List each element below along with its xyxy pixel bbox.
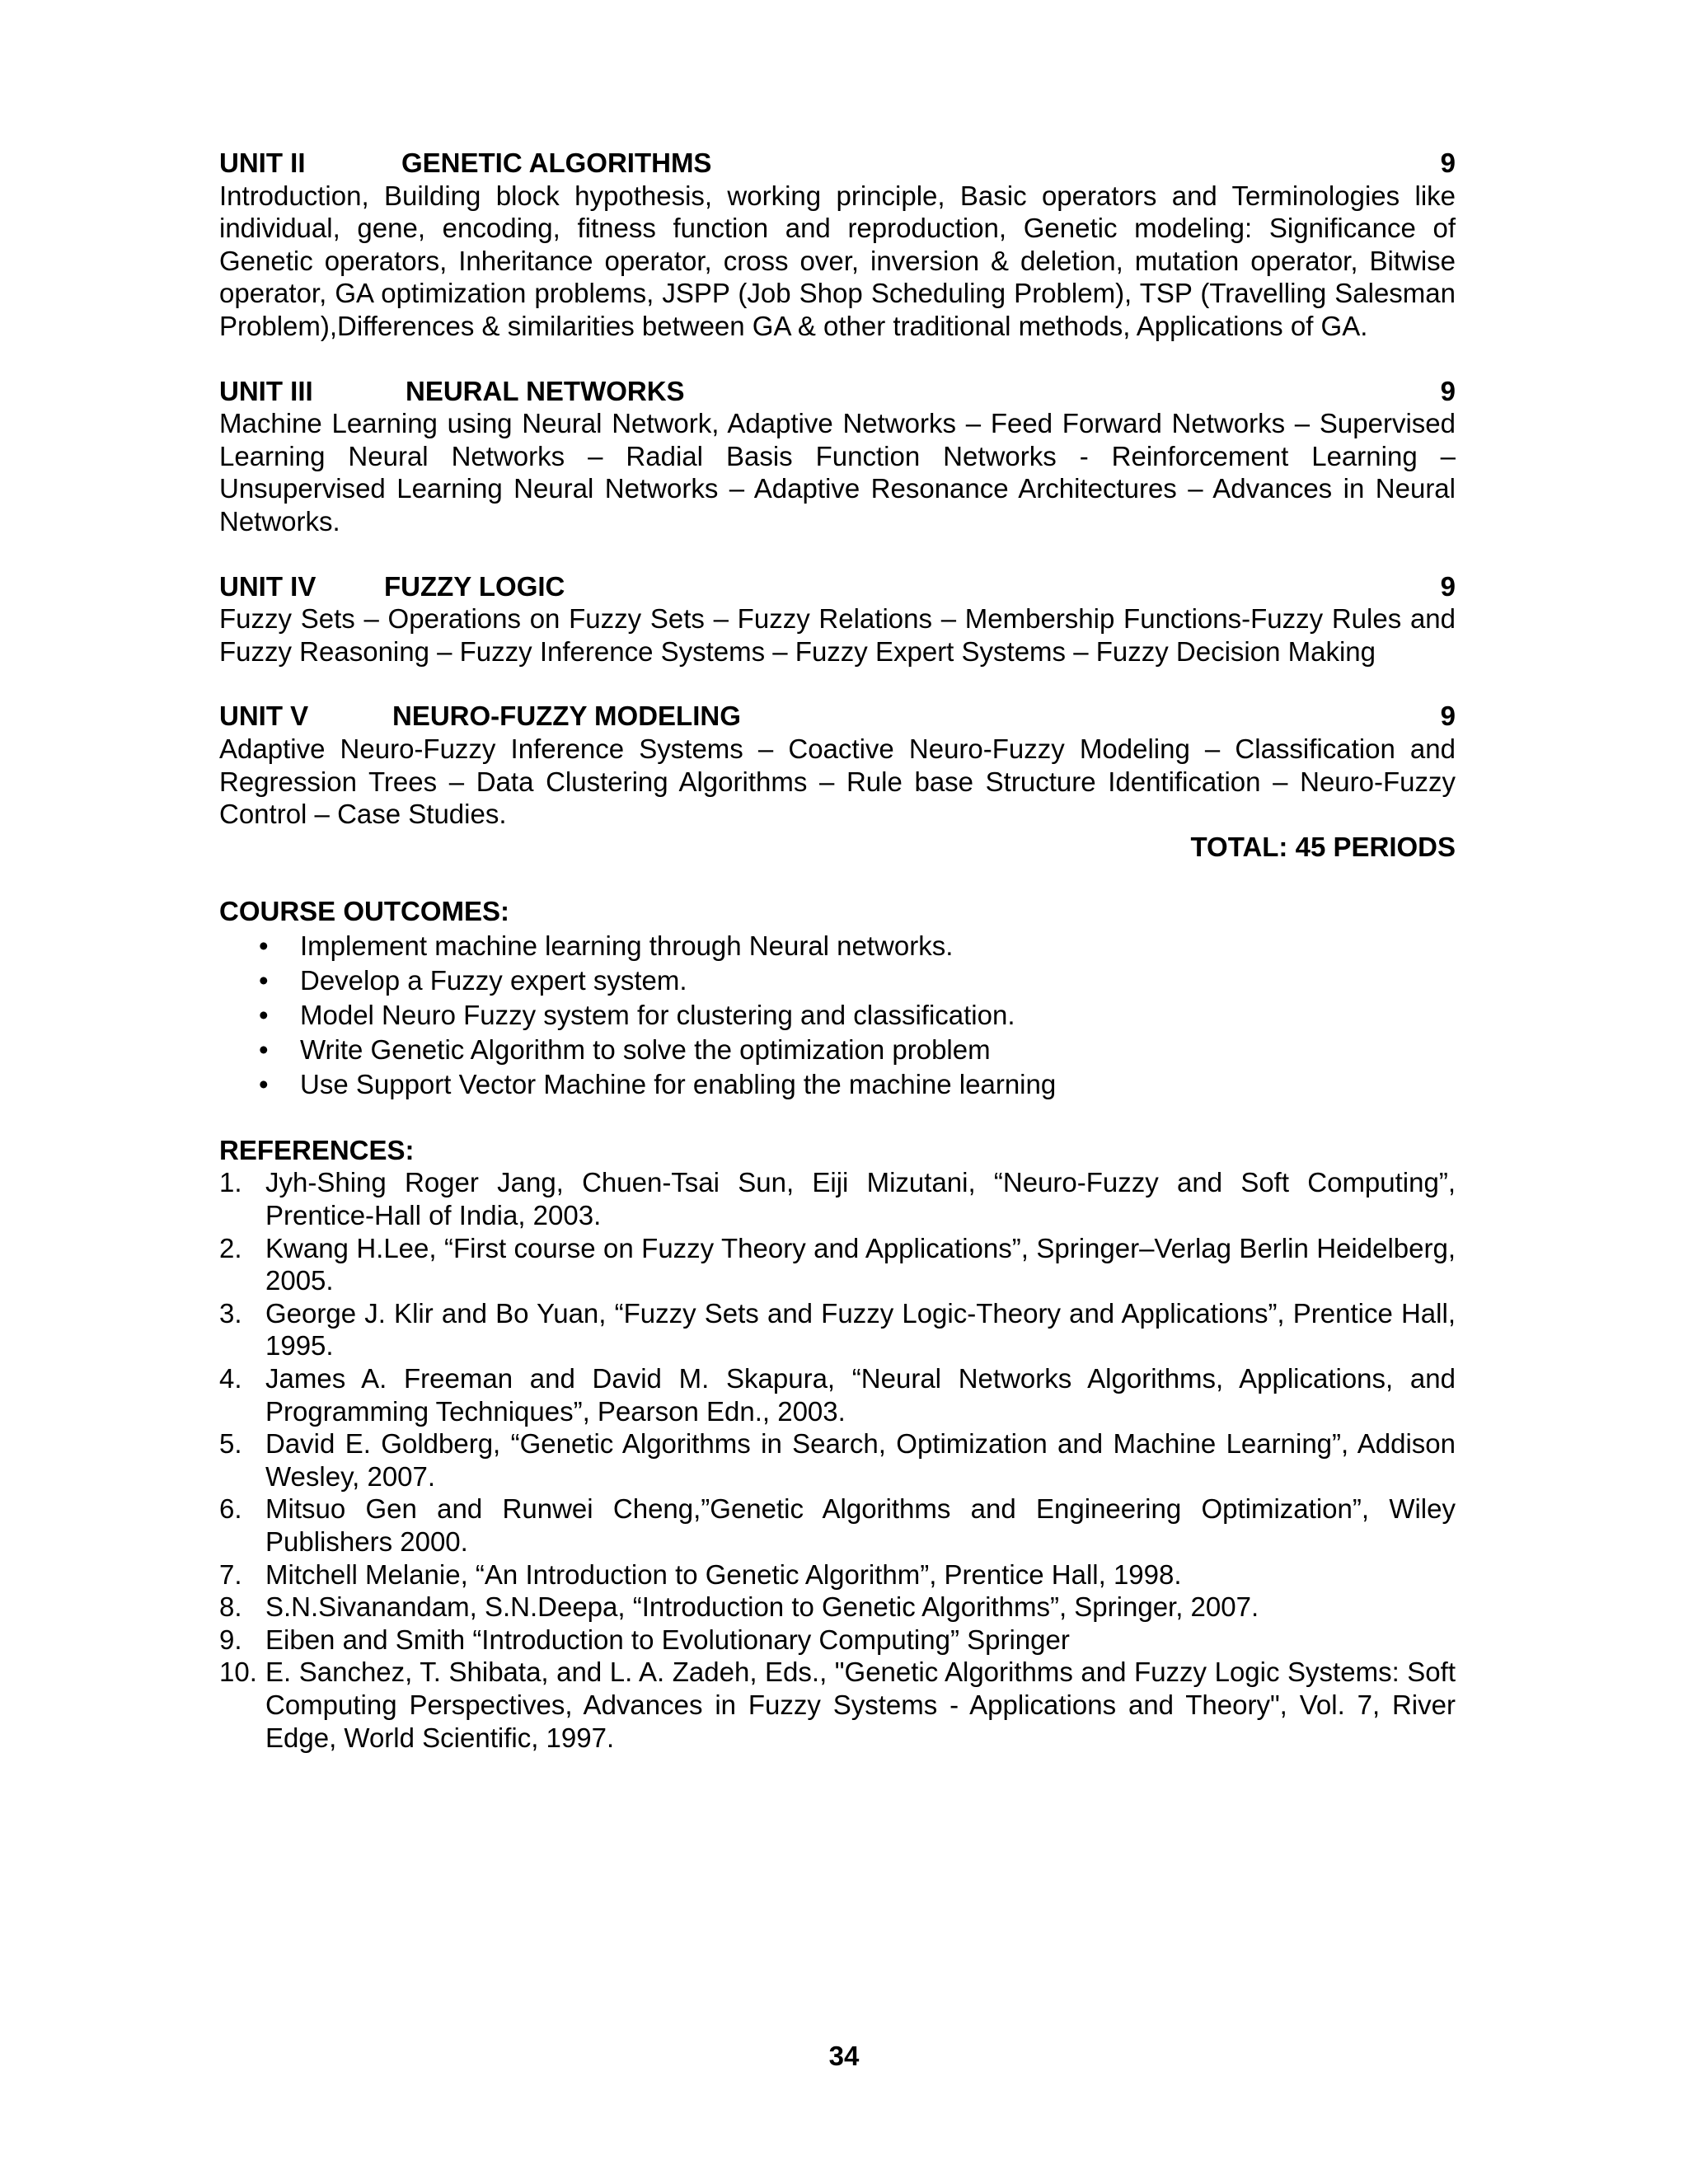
total-periods: TOTAL: 45 PERIODS [1190, 831, 1456, 862]
list-item [219, 1297, 1456, 1362]
unit-3-heading [219, 375, 1456, 408]
unit-3 [219, 375, 1456, 538]
unit-2-label: UNIT II [219, 148, 306, 178]
unit-2-heading [219, 147, 1456, 180]
unit-3-title: NEURAL NETWORKS [406, 375, 685, 406]
unit-5-body: Adaptive Neuro-Fuzzy Inference Systems – Coactive Neuro-Fuzzy Modeling – Classification and Regression Trees – Data Clustering Algorithms – Rule base Structure Identification – Neuro-Fuzzy Control – Case Studies. [219, 733, 1456, 830]
reference-text: E. Sanchez, T. Shibata, and L. A. Zadeh, Eds., "Genetic Algorithms and Fuzzy Logic Systems: Soft Computing Perspectives, Advances in Fuzzy Systems - Applications and Theory", Vol. 7, River Edge, World Scientific, 1997. [265, 1657, 1456, 1753]
references-section [219, 1134, 1456, 1754]
reference-number: 9. [219, 1624, 242, 1655]
unit-4-title: FUZZY LOGIC [384, 570, 565, 602]
list-item [219, 1166, 1456, 1231]
bullet-icon: • [259, 1033, 269, 1065]
document-page [219, 147, 1456, 1754]
list-item [219, 1067, 1456, 1102]
unit-4-heading [219, 570, 1456, 603]
unit-2-title: GENETIC ALGORITHMS [401, 148, 712, 178]
unit-2 [219, 147, 1456, 343]
list-item [219, 1033, 1456, 1067]
list-item [219, 929, 1456, 963]
list-item [219, 1493, 1456, 1558]
reference-text: James A. Freeman and David M. Skapura, “Neural Networks Algorithms, Applications, and Programming Techniques”, Pearson Edn., 2003. [265, 1363, 1456, 1427]
list-item [219, 963, 1456, 998]
reference-text: S.N.Sivanandam, S.N.Deepa, “Introduction to Genetic Algorithms”, Springer, 2007. [265, 1591, 1259, 1623]
outcome-text: Write Genetic Algorithm to solve the optimization problem [300, 1033, 991, 1065]
outcome-text: Implement machine learning through Neural networks. [300, 930, 954, 961]
references-list [219, 1166, 1456, 1754]
bullet-icon: • [259, 964, 269, 996]
outcome-text: Model Neuro Fuzzy system for clustering and classification. [300, 999, 1015, 1030]
bullet-icon: • [259, 930, 269, 961]
unit-2-body: Introduction, Building block hypothesis, working principle, Basic operators and Terminologies like individual, gene, encoding, fitness function and reproduction, Genetic modeling: Significance of Genetic operators, Inheritance operator, cross over, inversion & deletion, mutation operator, Bitwise operator, GA optimization problems, JSPP (Job Shop Scheduling Problem), TSP (Travelling Salesman Problem),Differences & similarities between GA & other traditional methods, Applications of GA. [219, 180, 1456, 341]
outcome-text: Develop a Fuzzy expert system. [300, 964, 687, 996]
unit-3-hours: 9 [1440, 375, 1456, 406]
reference-number: 8. [219, 1591, 242, 1623]
reference-number: 6. [219, 1493, 242, 1525]
unit-4-hours: 9 [1440, 570, 1456, 602]
reference-number: 3. [219, 1297, 242, 1329]
reference-text: Jyh-Shing Roger Jang, Chuen-Tsai Sun, Eiji Mizutani, “Neuro-Fuzzy and Soft Computing”, Prentice-Hall of India, 2003. [265, 1167, 1456, 1231]
list-item [219, 1624, 1456, 1657]
unit-4-body: Fuzzy Sets – Operations on Fuzzy Sets – Fuzzy Relations – Membership Functions-Fuzzy Rules and Fuzzy Reasoning – Fuzzy Inference Systems – Fuzzy Expert Systems – Fuzzy Decision Making [219, 603, 1456, 667]
list-item [219, 1591, 1456, 1624]
list-item [219, 1362, 1456, 1427]
unit-4-label: UNIT IV [219, 570, 316, 602]
reference-number: 10. [219, 1657, 257, 1688]
unit-5-label: UNIT V [219, 701, 309, 732]
reference-text: Mitchell Melanie, “An Introduction to Genetic Algorithm”, Prentice Hall, 1998. [265, 1558, 1182, 1590]
page-number: 34 [828, 2041, 860, 2071]
bullet-icon: • [259, 1068, 269, 1099]
unit-4 [219, 570, 1456, 668]
reference-number: 7. [219, 1558, 242, 1590]
outcome-text: Use Support Vector Machine for enabling the machine learning [300, 1068, 1057, 1099]
list-item [219, 1427, 1456, 1493]
unit-3-label: UNIT III [219, 375, 313, 406]
list-item [219, 1558, 1456, 1591]
course-outcomes-title: COURSE OUTCOMES: [219, 896, 510, 927]
list-item [219, 998, 1456, 1033]
bullet-icon: • [259, 999, 269, 1030]
list-item [219, 1232, 1456, 1297]
reference-number: 5. [219, 1428, 242, 1460]
unit-5-heading [219, 700, 1456, 733]
reference-text: Mitsuo Gen and Runwei Cheng,”Genetic Algorithms and Engineering Optimization”, Wiley Publishers 2000. [265, 1493, 1456, 1557]
unit-5-hours: 9 [1440, 701, 1456, 732]
reference-number: 1. [219, 1167, 242, 1198]
course-outcomes-list [219, 929, 1456, 1102]
reference-text: David E. Goldberg, “Genetic Algorithms in Search, Optimization and Machine Learning”, Addison Wesley, 2007. [265, 1428, 1456, 1492]
reference-number: 4. [219, 1363, 242, 1394]
unit-5-title: NEURO-FUZZY MODELING [392, 701, 741, 732]
list-item [219, 1656, 1456, 1754]
reference-text: Eiben and Smith “Introduction to Evolutionary Computing” Springer [265, 1624, 1070, 1655]
references-title: REFERENCES: [219, 1134, 415, 1165]
unit-5 [219, 700, 1456, 830]
reference-number: 2. [219, 1232, 242, 1263]
reference-text: Kwang H.Lee, “First course on Fuzzy Theory and Applications”, Springer–Verlag Berlin Heidelberg, 2005. [265, 1232, 1456, 1296]
reference-text: George J. Klir and Bo Yuan, “Fuzzy Sets and Fuzzy Logic-Theory and Applications”, Prentice Hall, 1995. [265, 1297, 1456, 1361]
unit-2-hours: 9 [1440, 148, 1456, 178]
unit-3-body: Machine Learning using Neural Network, Adaptive Networks – Feed Forward Networks – Supervised Learning Neural Networks – Radial Basis Function Networks - Reinforcement Learning – Unsupervised Learning Neural Networks – Adaptive Resonance Architectures – Advances in Neural Networks. [219, 408, 1456, 537]
